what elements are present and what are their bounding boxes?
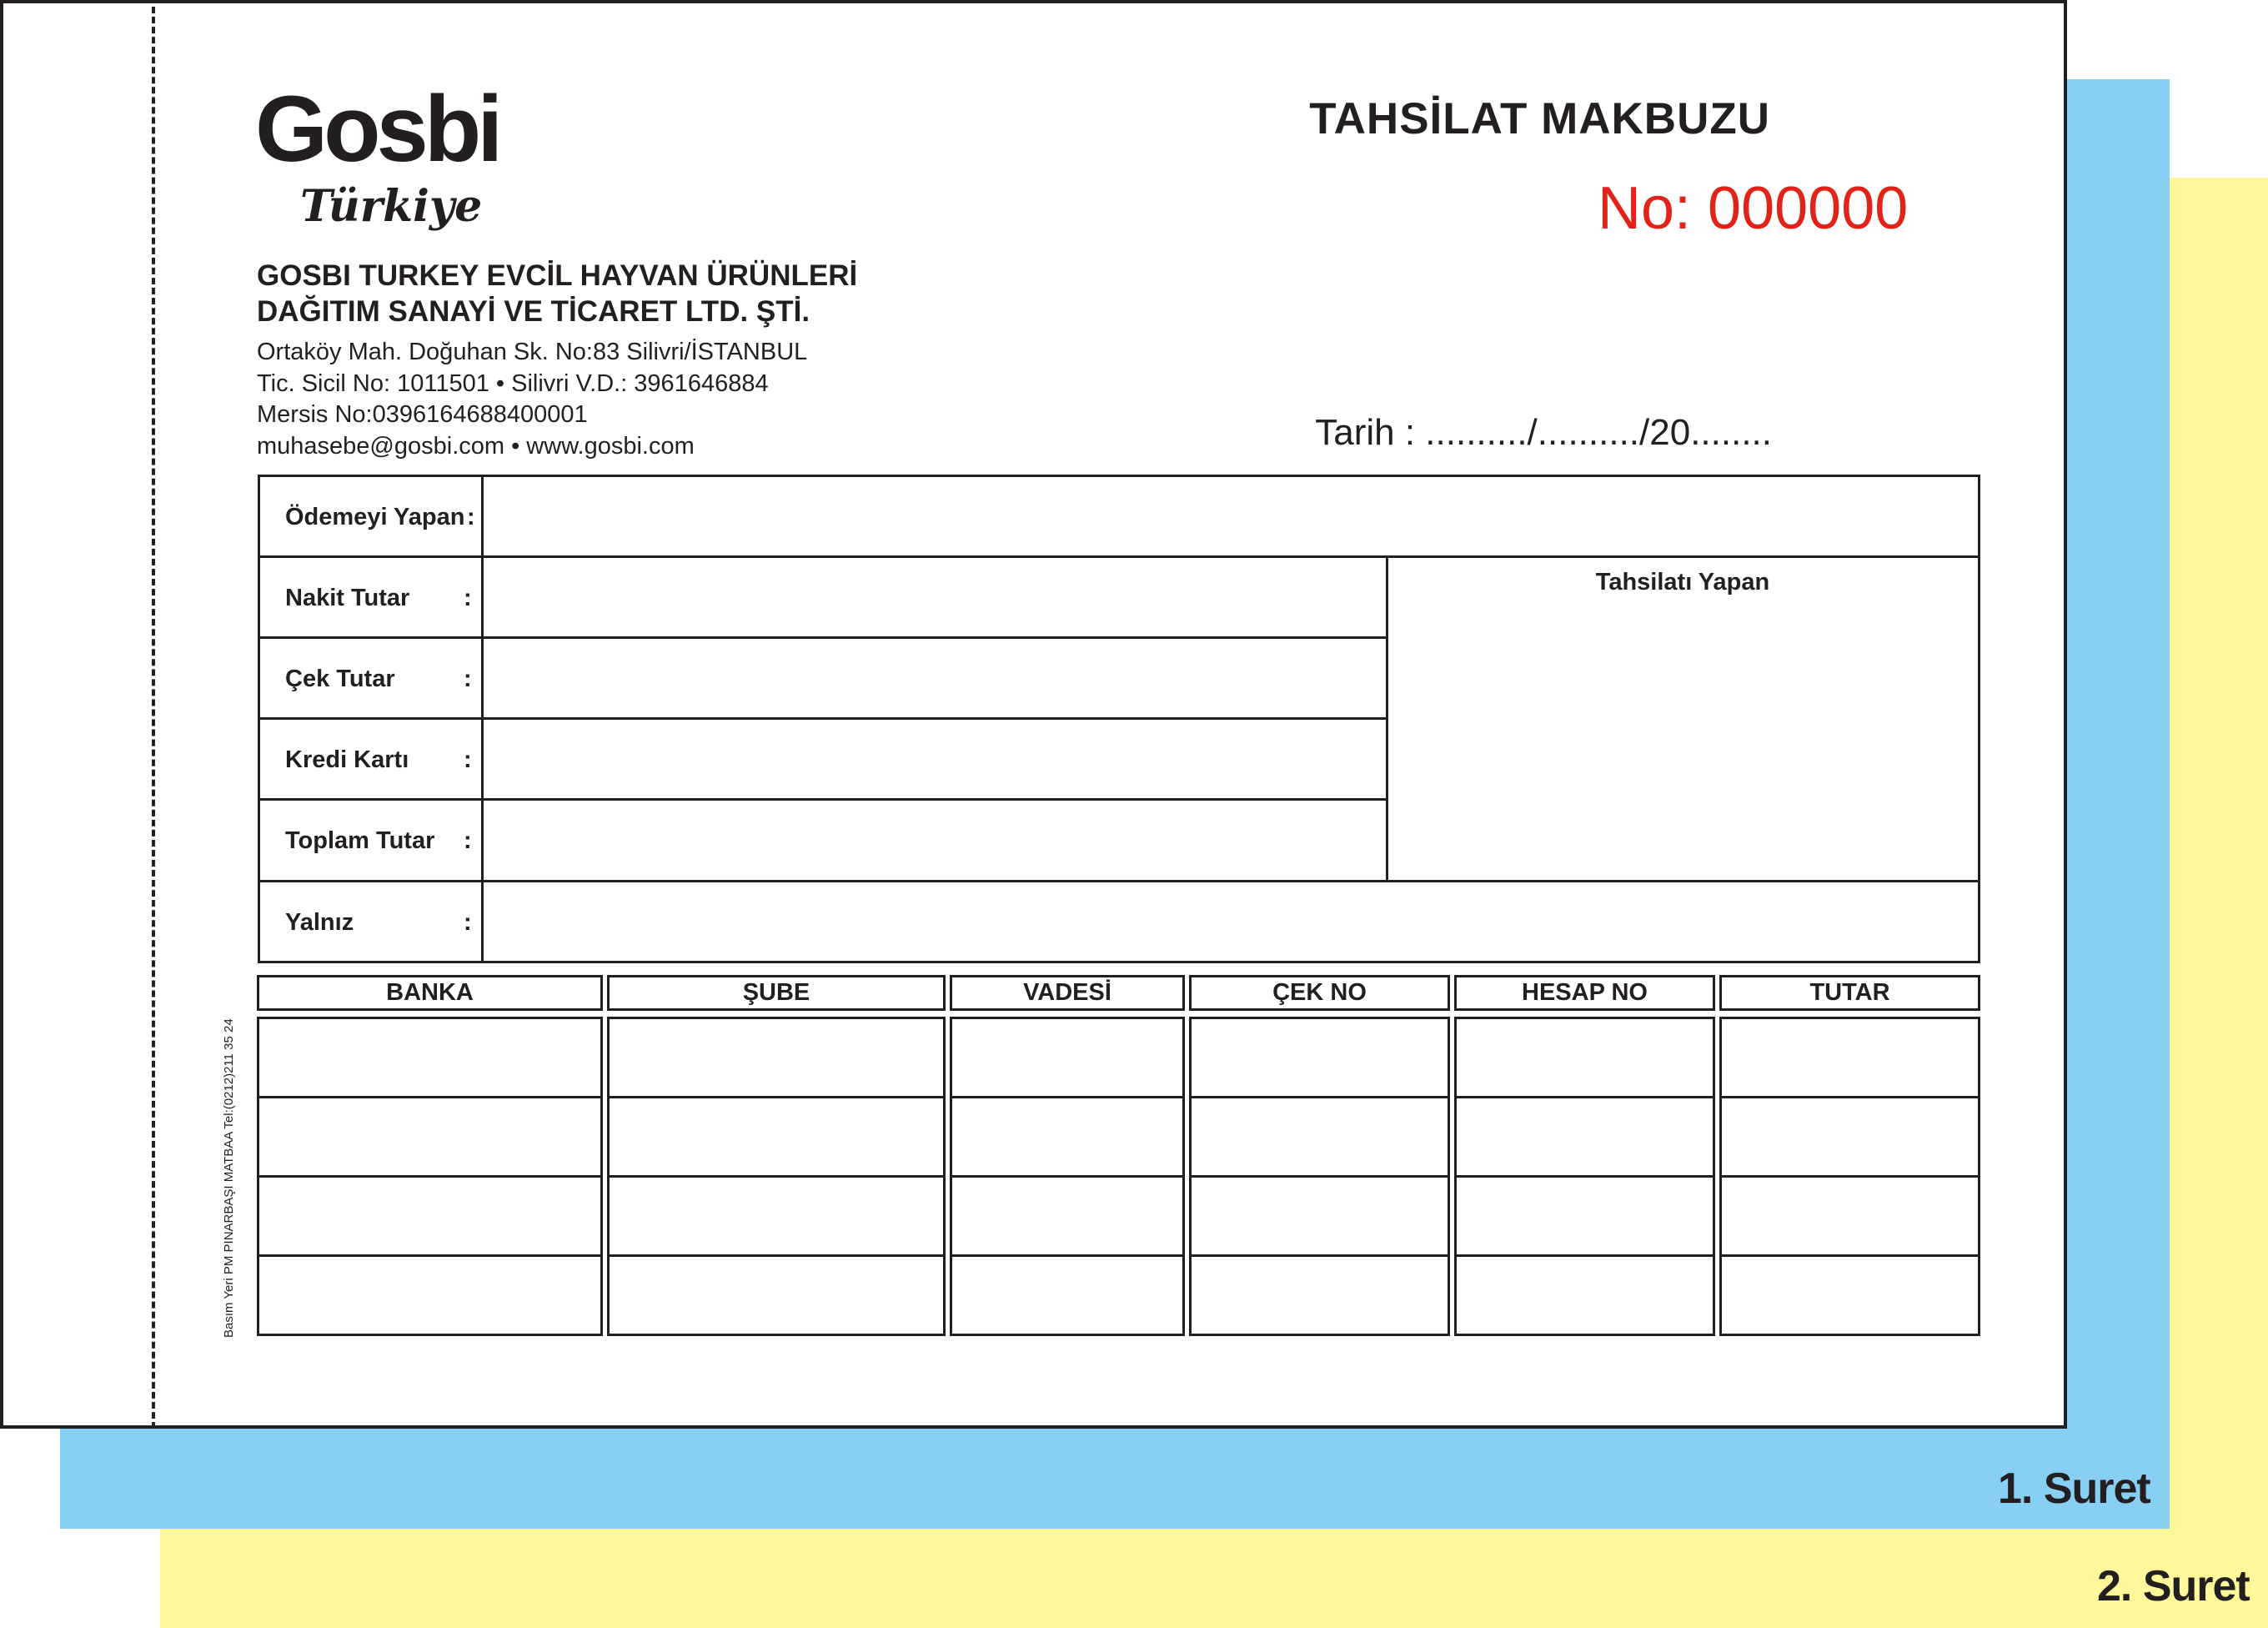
- company-address: Ortaköy Mah. Doğuhan Sk. No:83 Silivri/İSTANBUL: [257, 339, 808, 365]
- receipt-number: No: 000000: [1598, 175, 1909, 242]
- check-table-cell[interactable]: [1719, 1017, 1980, 1098]
- check-table-cell[interactable]: [607, 1254, 946, 1336]
- column-header-amount: TUTAR: [1719, 975, 1980, 1011]
- check-table-cell[interactable]: [607, 1175, 946, 1257]
- check-amount-colon: :: [464, 666, 472, 692]
- payer-colon: :: [467, 504, 475, 530]
- brand-logo: Gosbi: [255, 77, 499, 181]
- company-registry: Tic. Sicil No: 1011501 • Silivri V.D.: 3961646884: [257, 369, 769, 397]
- second-copy-label: 2. Suret: [2097, 1562, 2250, 1610]
- check-table-cell[interactable]: [1719, 1096, 1980, 1178]
- amount-in-words-colon: :: [464, 909, 472, 936]
- company-name: [257, 259, 857, 329]
- collector-label: Tahsilatı Yapan: [1595, 569, 1770, 595]
- check-table-cell[interactable]: [1454, 1175, 1715, 1257]
- check-table-cell[interactable]: [607, 1017, 946, 1098]
- document-title: TAHSİLAT MAKBUZU: [1309, 94, 1770, 143]
- check-table-cell[interactable]: [1454, 1096, 1715, 1178]
- check-table-cell[interactable]: [257, 1017, 603, 1098]
- credit-card-label: Kredi Kartı: [285, 746, 409, 773]
- column-header-branch: ŞUBE: [607, 975, 946, 1011]
- check-table-cell[interactable]: [257, 1096, 603, 1178]
- check-table-cell[interactable]: [1189, 1175, 1450, 1257]
- payment-form: [258, 475, 1980, 963]
- column-header-check-no: ÇEK NO: [1189, 975, 1450, 1011]
- brand-logo-subtitle: Türkiye: [300, 181, 483, 232]
- check-amount-label: Çek Tutar: [285, 666, 395, 692]
- check-table-cell[interactable]: [1454, 1017, 1715, 1098]
- company-name-line2: DAĞITIM SANAYİ VE TİCARET LTD. ŞTİ.: [257, 294, 810, 328]
- check-table-cell[interactable]: [257, 1175, 603, 1257]
- column-header-bank: BANKA: [257, 975, 603, 1011]
- collector-divider: [1386, 558, 1388, 882]
- credit-card-colon: :: [464, 746, 472, 773]
- cash-amount-label: Nakit Tutar: [285, 585, 410, 611]
- check-table-cell[interactable]: [1719, 1254, 1980, 1336]
- company-mersis: Mersis No:0396164688400001: [257, 401, 588, 429]
- amount-in-words-label: Yalnız: [285, 909, 354, 936]
- check-table-cell[interactable]: [1189, 1254, 1450, 1336]
- column-header-due-date: VADESİ: [950, 975, 1185, 1011]
- printer-imprint: Basım Yeri PM PINARBAŞI MATBAA Tel:(0212)211 35 24: [222, 1018, 236, 1338]
- check-table-cell[interactable]: [257, 1254, 603, 1336]
- payer-label: Ödemeyi Yapan: [285, 504, 465, 530]
- company-details: [257, 337, 807, 463]
- row-line: [260, 880, 1978, 882]
- company-contact: muhasebe@gosbi.com • www.gosbi.com: [257, 433, 695, 460]
- check-table-cell[interactable]: [950, 1096, 1185, 1178]
- cash-amount-colon: :: [464, 585, 472, 611]
- perforation-line: [152, 7, 155, 1429]
- total-amount-colon: :: [464, 827, 472, 854]
- check-table-cell[interactable]: [950, 1175, 1185, 1257]
- check-table-cell[interactable]: [607, 1096, 946, 1178]
- first-copy-label: 1. Suret: [1998, 1465, 2150, 1513]
- check-table-cell[interactable]: [1189, 1017, 1450, 1098]
- company-name-line1: GOSBI TURKEY EVCİL HAYVAN ÜRÜNLERİ: [257, 259, 858, 292]
- date-field: Tarih : ........../........../20........: [1315, 412, 1772, 453]
- row-line: [260, 555, 1978, 558]
- check-table-cell[interactable]: [1189, 1096, 1450, 1178]
- check-table-cell[interactable]: [1719, 1175, 1980, 1257]
- check-table-cell[interactable]: [950, 1254, 1185, 1336]
- column-header-account-no: HESAP NO: [1454, 975, 1715, 1011]
- total-amount-label: Toplam Tutar: [285, 827, 435, 854]
- check-table-cell[interactable]: [1454, 1254, 1715, 1336]
- check-table-cell[interactable]: [950, 1017, 1185, 1098]
